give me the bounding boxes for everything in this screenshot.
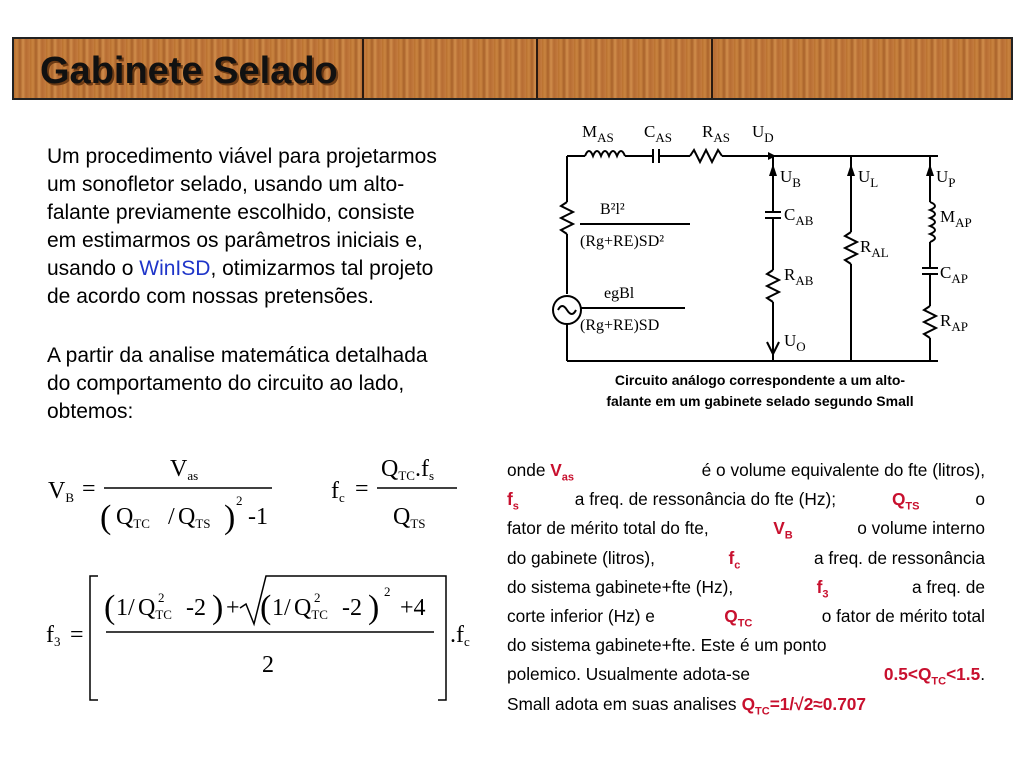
symbol-vb: $V_B$	[773, 518, 793, 542]
formula-fc	[325, 450, 475, 540]
svg-text:QTC: QTC	[116, 504, 150, 531]
text-line: um sonofletor selado, usando um alto-	[47, 173, 405, 196]
intro-paragraph	[47, 143, 527, 311]
label-ras: $R_{AS}$	[702, 122, 730, 145]
inductor-mas	[585, 151, 625, 156]
svg-text:2: 2	[384, 584, 391, 599]
label-u0: $U_O$	[784, 331, 806, 354]
banner-divider	[711, 39, 713, 98]
text-line: do comportamento do circuito ao lado,	[47, 372, 405, 395]
symbol-qts: $Q_{TS}$	[891, 489, 920, 513]
text-line: Um procedimento viável para projetarmos	[47, 145, 437, 168]
formula-f3	[40, 570, 490, 710]
svg-text:2: 2	[236, 493, 243, 508]
text-line: A partir da analise matemática detalhada	[47, 344, 428, 367]
svg-text:/: /	[284, 595, 291, 621]
label-mas: $M_{AS}$	[582, 122, 614, 145]
slide-title: Gabinete Selado	[40, 50, 338, 92]
label-up: $U_P$	[936, 167, 956, 190]
label-cas: $C_{AS}$	[644, 122, 672, 145]
text-line: em estimarmos os parâmetros iniciais e,	[47, 229, 423, 252]
qtc-range: $0.5<Q_{TC}<1.5$	[883, 664, 981, 688]
text-line: do sistema gabinete+fte (Hz), $f_3$ a freq. de	[507, 573, 985, 602]
svg-text:VB: VB	[48, 478, 75, 505]
winisd-link[interactable]: WinISD	[139, 257, 211, 280]
svg-text:Vas: Vas	[170, 456, 199, 483]
text-line: corte inferior (Hz) e $Q_{TC}$ o fator de mérito total	[507, 602, 985, 631]
symbol-vas: $V_{as}$	[550, 460, 575, 484]
svg-text:=: =	[355, 476, 369, 502]
label-ral: $R_{AL}$	[860, 237, 889, 260]
svg-text:/: /	[168, 504, 175, 530]
svg-text:QTS: QTS	[178, 504, 211, 531]
qtc-small-value: $Q_{TC}=1/√2\approx 0.707$	[741, 693, 867, 717]
svg-text:-2: -2	[342, 595, 362, 621]
label-ub: $U_B$	[780, 167, 801, 190]
svg-text:): )	[368, 589, 380, 626]
fraction-bl-den: (Rg+RE)SD²	[580, 233, 665, 250]
svg-text:QTC: QTC	[138, 595, 172, 622]
svg-text:+: +	[226, 595, 240, 621]
fraction-egbl-den: (Rg+RE)SD	[580, 317, 660, 334]
svg-text:=: =	[82, 476, 96, 502]
text-line: Small adota em suas analises $Q_{TC}=1/√2\approx 0.707$	[507, 690, 985, 719]
circuit-diagram	[540, 112, 970, 374]
svg-text:=: =	[70, 622, 84, 648]
svg-text:2: 2	[314, 590, 321, 605]
text-line: polemico. Usualmente adota-se $0.5<Q_{TC}<1.5$.	[507, 664, 985, 688]
svg-text:-2: -2	[186, 595, 206, 621]
text-line: fator de mérito total do fte, $V_B$ o volume interno	[507, 514, 985, 543]
svg-text:QTS: QTS	[393, 504, 426, 531]
text-line: onde $V_{as}$ é o volume equivalente do fte (litros),	[507, 460, 985, 484]
text-line: de acordo com nossas pretensões.	[47, 285, 374, 308]
label-cap: $C_{AP}$	[940, 263, 968, 286]
svg-text:.fc: .fc	[450, 622, 470, 649]
text-line: $f_s$ a freq. de ressonância do fte (Hz); $Q_{TS}$ o	[507, 485, 985, 514]
svg-text:1: 1	[272, 595, 284, 621]
text-line: falante previamente escolhido, consiste	[47, 201, 415, 224]
svg-text:QTC.fs: QTC.fs	[381, 456, 435, 483]
svg-text:1: 1	[116, 595, 128, 621]
svg-text:-1: -1	[248, 504, 268, 530]
text-line: usando o WinISD, otimizarmos tal projeto	[47, 257, 434, 280]
svg-text:2: 2	[158, 590, 165, 605]
symbol-fc: $f_c$	[728, 547, 741, 572]
label-map: $M_{AP}$	[940, 207, 972, 230]
resistor-ras	[690, 150, 722, 162]
label-ud: $U_D$	[752, 122, 774, 145]
svg-text:f3: f3	[46, 622, 61, 649]
label-rap: $R_{AP}$	[940, 311, 968, 334]
svg-text:/: /	[128, 595, 135, 621]
svg-text:(: (	[260, 589, 272, 626]
symbol-qtc: $Q_{TC}$	[724, 605, 753, 630]
banner-divider	[362, 39, 364, 98]
text-line: obtemos:	[47, 400, 134, 423]
symbol-fs: $f_s$	[507, 489, 519, 513]
explanation-text	[507, 456, 985, 719]
label-ul: $U_L$	[858, 167, 879, 190]
label-cab: $C_{AB}$	[784, 205, 814, 228]
svg-text:fc: fc	[331, 478, 345, 505]
svg-text:QTC: QTC	[294, 595, 328, 622]
formula-vb	[40, 450, 300, 540]
svg-text:2: 2	[262, 652, 274, 678]
svg-text:+4: +4	[400, 595, 426, 621]
fraction-egbl-num: egBl	[604, 285, 635, 302]
text-line: do gabinete (litros), $f_c$ a freq. de ressonância	[507, 544, 985, 573]
svg-text:): )	[212, 589, 224, 626]
symbol-f3: $f_3$	[816, 576, 829, 601]
fraction-bl-num: B²l²	[600, 201, 625, 218]
svg-text:(: (	[104, 589, 116, 626]
label-rab: $R_{AB}$	[784, 265, 814, 288]
svg-text:(: (	[100, 499, 112, 536]
analysis-paragraph	[47, 342, 527, 426]
banner-divider	[536, 39, 538, 98]
circuit-caption: Circuito análogo correspondente a um alto- falante em um gabinete selado segundo Small	[606, 372, 914, 409]
svg-text:): )	[224, 499, 236, 536]
text-line: do sistema gabinete+fte. Este é um ponto	[507, 635, 827, 656]
